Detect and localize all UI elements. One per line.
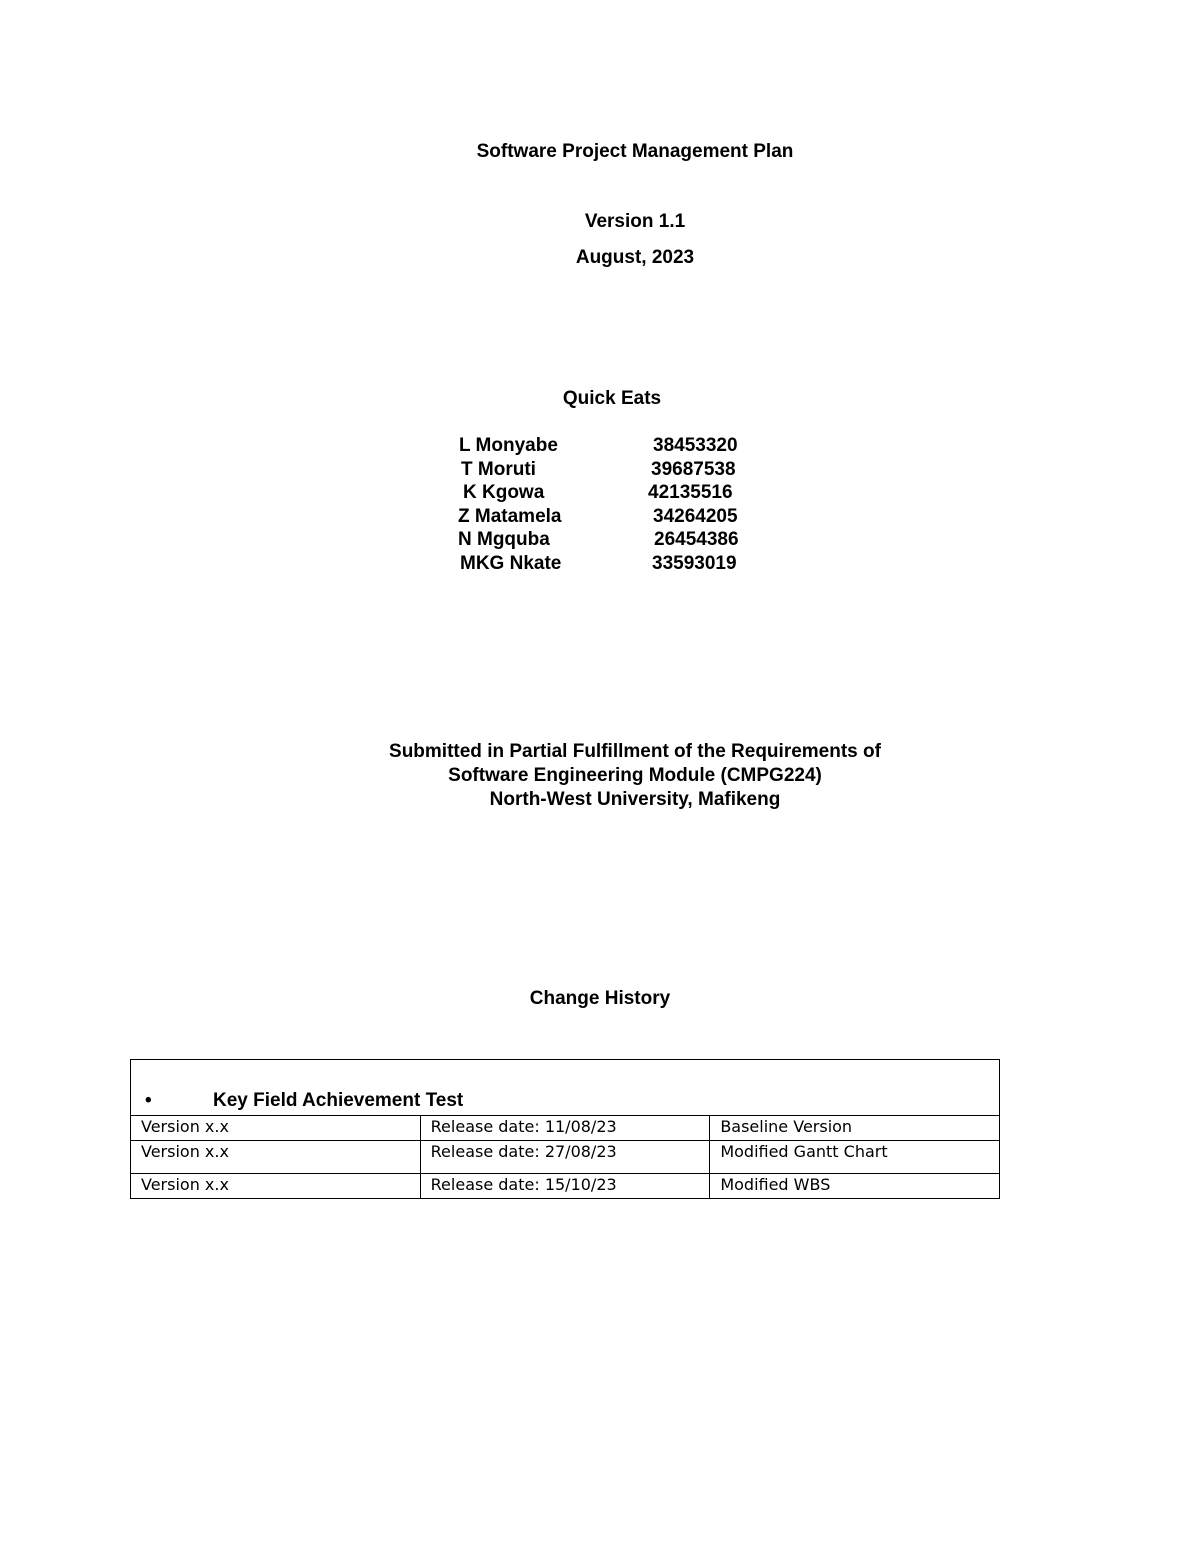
submission-statement bbox=[35, 740, 1200, 812]
version-cell: Version x.x bbox=[131, 1116, 421, 1141]
member-name: N Mgquba bbox=[458, 529, 550, 550]
member-student-number: 39687538 bbox=[651, 458, 736, 480]
member-row bbox=[457, 482, 757, 506]
table-row bbox=[131, 1141, 1000, 1174]
member-student-number: 42135516 bbox=[648, 482, 733, 503]
member-name: L Monyabe bbox=[459, 435, 558, 456]
release-date-cell: Release date: 15/10/23 bbox=[420, 1174, 710, 1199]
submission-line: Software Engineering Module (CMPG224) bbox=[448, 765, 822, 786]
member-student-number: 26454386 bbox=[654, 529, 739, 550]
bullet-icon: • bbox=[145, 1090, 152, 1111]
member-student-number: 34264205 bbox=[653, 505, 738, 527]
document-title: Software Project Management Plan bbox=[476, 141, 794, 162]
version-cell: Version x.x bbox=[131, 1141, 421, 1174]
document-version: Version 1.1 bbox=[584, 211, 686, 232]
member-name: MKG Nkate bbox=[460, 552, 562, 574]
table-header-cell bbox=[131, 1060, 1000, 1116]
project-name: Quick Eats bbox=[562, 388, 662, 409]
team-members-list bbox=[457, 435, 757, 576]
member-row bbox=[457, 459, 757, 483]
table-row bbox=[131, 1174, 1000, 1199]
description-cell: Modified Gantt Chart bbox=[710, 1141, 1000, 1174]
member-row bbox=[457, 553, 757, 577]
document-date: August, 2023 bbox=[575, 247, 695, 268]
member-row bbox=[457, 435, 757, 459]
submission-line: North-West University, Mafikeng bbox=[489, 789, 781, 810]
member-student-number: 33593019 bbox=[652, 552, 737, 574]
release-date-cell: Release date: 11/08/23 bbox=[420, 1116, 710, 1141]
table-row bbox=[131, 1116, 1000, 1141]
description-cell: Baseline Version bbox=[710, 1116, 1000, 1141]
release-date-cell: Release date: 27/08/23 bbox=[420, 1141, 710, 1174]
change-history-heading: Change History bbox=[529, 988, 671, 1009]
table-header-row bbox=[131, 1060, 1000, 1116]
table-header-label: Key Field Achievement Test bbox=[213, 1090, 464, 1111]
member-row bbox=[457, 529, 757, 553]
member-row bbox=[457, 506, 757, 530]
member-name: K Kgowa bbox=[463, 482, 545, 503]
change-history-table bbox=[130, 1059, 1000, 1199]
version-cell: Version x.x bbox=[131, 1174, 421, 1199]
description-cell: Modified WBS bbox=[710, 1174, 1000, 1199]
member-name: T Moruti bbox=[461, 458, 536, 480]
member-name: Z Matamela bbox=[458, 505, 562, 527]
submission-line: Submitted in Partial Fulfillment of the Requirements of bbox=[389, 741, 881, 762]
member-student-number: 38453320 bbox=[653, 435, 738, 456]
